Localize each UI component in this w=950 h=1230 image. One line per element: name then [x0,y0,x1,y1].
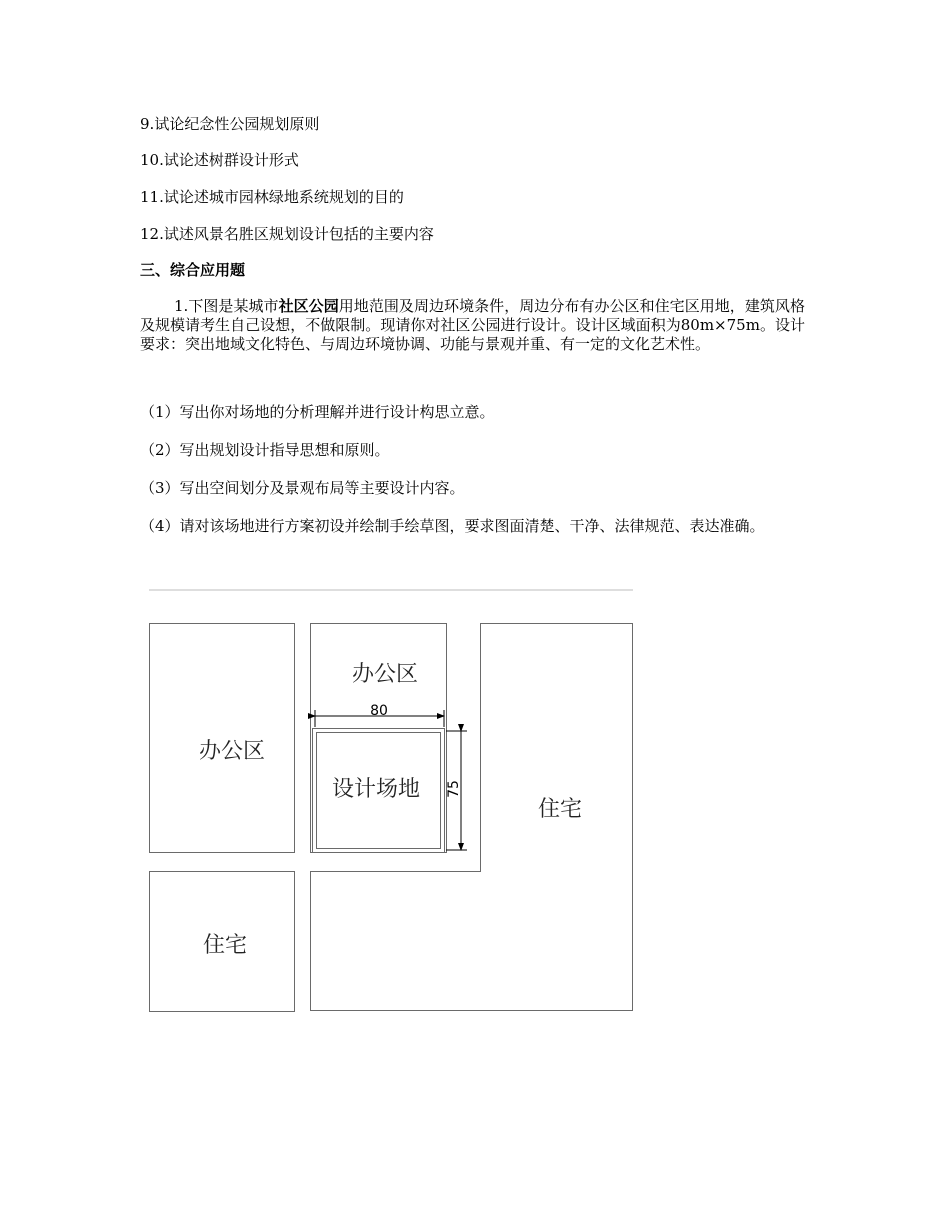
question-text: 试论述城市园林绿地系统规划的目的 [163,188,404,206]
middle-office-label: 办公区 [351,662,419,687]
left-residential-label: 住宅 [202,933,248,958]
question-number: 12. [140,225,164,243]
problem-intro-before: 下图是某城市 [188,297,279,315]
question-text: 试述风景名胜区规划设计包括的主要内容 [163,225,434,243]
question-text: 试论述树群设计形式 [163,151,299,169]
design-site-label: 设计场地 [331,777,421,802]
subquestion-4: （4）请对该场地进行方案初设并绘制手绘草图，要求图面清楚、干净、法律规范、表达准确。 [140,517,765,535]
question-number: 9. [140,115,155,133]
subquestion-2: （2）写出规划设计指导思想和原则。 [140,441,390,459]
left-office-block [150,624,295,853]
middle-office-block [311,624,447,853]
height-dimension-label: 75 [446,780,462,798]
question-number: 10. [140,151,164,169]
subquestion-1: （1）写出你对场地的分析理解并进行设计构思立意。 [140,403,495,421]
left-office-label: 办公区 [198,739,266,764]
question-text: 试论纪念性公园规划原则 [154,115,320,133]
right-residential-label: 住宅 [537,797,583,822]
subquestion-3: （3）写出空间划分及景观布局等主要设计内容。 [140,479,465,497]
problem-intro-after: 用地范围及周边环境条件，周边分布有办公区和住宅区用地，建筑风格及规模请考生自己设想，不做限制。现请你对社区公园进行设计。设计区域面积为80m×75m。设计要求：突出地域文化特色、与周边环境协调、功能与景观并重、有一定的文化艺术性。 [140,297,805,353]
question-number: 11. [140,188,164,206]
problem-number: 1. [174,297,189,315]
problem-intro-bold: 社区公园 [278,297,339,315]
width-dimension-label: 80 [370,703,388,719]
section-heading: 三、综合应用题 [140,261,246,279]
